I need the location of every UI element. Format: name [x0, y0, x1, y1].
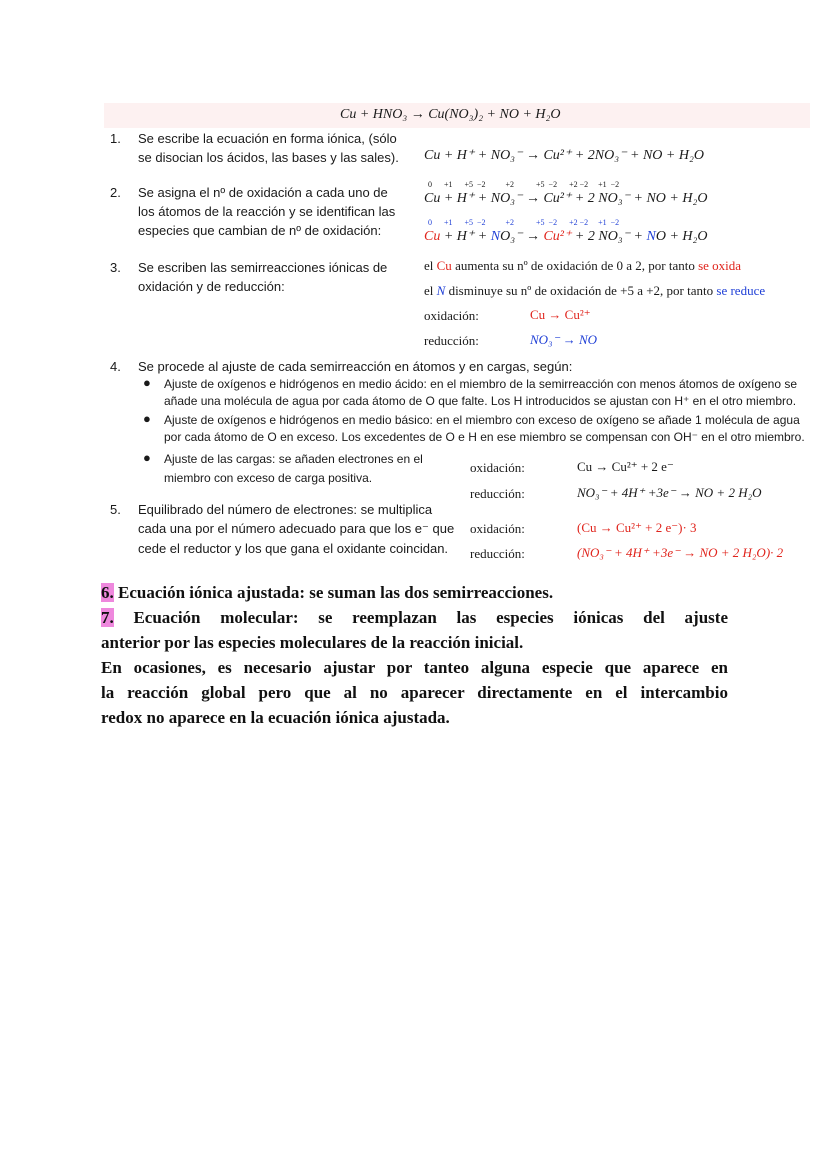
oxidation-equation-row-1: Cu + H⁺ + NO₃⁻ → Cu²⁺ + 2 NO₃⁻ + NO + H₂O: [424, 191, 708, 206]
paragraph-6: [101, 580, 728, 605]
cu-sentence-d: se oxida: [698, 258, 742, 273]
n-sentence-c: disminuye su nº de oxidación de +5 a +2, por tanto: [445, 283, 717, 298]
n-sentence-d: se reduce: [716, 283, 766, 298]
cu-sentence-b: Cu: [436, 258, 452, 273]
paragraph-8-line-3: redox no aparece en la ecuación iónica ajustada.: [101, 708, 450, 727]
step-4-oxidation-label: oxidación:: [470, 460, 525, 475]
paragraph-7-line-1: [101, 605, 728, 630]
cu-highlight: Cu: [424, 229, 441, 244]
step-3-oxidation-label: oxidación:: [424, 308, 479, 323]
step-3-line-1: Se escriben las semirreacciones iónicas de: [138, 260, 388, 275]
step-4-text: Se procede al ajuste de cada semirreacción en átomos y en cargas, según:: [138, 359, 573, 374]
step-4-oxidation-equation: Cu → Cu²⁺ + 2 e⁻: [577, 459, 674, 474]
oxidation-numbers-row-1: 0 +1 +5 −2 +2 +5 −2 +2 −2 +1 −2: [428, 180, 620, 189]
step-5-line-2: cada una por el número adecuado para que los e⁻ que: [138, 521, 455, 536]
step-5-oxidation-label: oxidación:: [470, 521, 525, 536]
step-3-reduction-label: reducción:: [424, 333, 479, 348]
cu-sentence-a: el: [424, 258, 437, 273]
step-4-number: 4.: [110, 359, 121, 374]
cu2-highlight: Cu²⁺: [543, 229, 572, 244]
bullet-icon: ●: [143, 375, 151, 390]
bullet-2-line-2: por cada átomo de O en exceso. Los excedentes de O e H en ese miembro se compensan con OH⁻ en el otro miembro.: [164, 430, 805, 444]
oxidation-equation-row-2: Cu + H⁺ + NO₃⁻ → Cu²⁺ + 2 NO₃⁻ + NO + H₂O: [424, 229, 708, 244]
bullet-icon: ●: [143, 450, 151, 465]
step-2-number: 2.: [110, 185, 121, 200]
step-1-number: 1.: [110, 131, 121, 146]
no-highlight: N: [646, 229, 656, 244]
cu-sentence-c: aumenta su nº de oxidación de 0 a 2, por tanto: [451, 258, 699, 273]
step-3-oxidation-equation: Cu → Cu²⁺: [530, 307, 591, 322]
step-5-reduction-label: reducción:: [470, 546, 525, 561]
bullet-1-line-1: Ajuste de oxígenos e hidrógenos en medio ácido: en el miembro de la semirreacción con menos átomos de oxígeno se: [164, 377, 798, 391]
bullet-3-line-2: miembro con exceso de carga positiva.: [164, 471, 373, 485]
paragraph-7-number: 7.: [101, 608, 114, 627]
cu-oxidized-sentence: [424, 258, 741, 274]
step-2-line-1: Se asigna el nº de oxidación a cada uno de: [138, 185, 388, 200]
step-5-reduction-equation: (NO₃⁻ + 4H⁺ +3e⁻ → NO + 2 H₂O)· 2: [577, 545, 784, 560]
step-5-line-1: Equilibrado del número de electrones: se multiplica: [138, 502, 433, 517]
paragraph-8-line-2: la reacción global pero que al no aparecer directamente en el intercambio: [101, 683, 728, 702]
header-equation: Cu + HNO₃ → Cu(NO₃)₂ + NO + H₂O: [340, 107, 561, 122]
step-3-number: 3.: [110, 260, 121, 275]
step-5-line-3: cede el reductor y los que gana el oxidante coincidan.: [138, 541, 449, 556]
paragraph-6-number: 6.: [101, 583, 114, 602]
step-1-equation: Cu + H⁺ + NO₃⁻ → Cu²⁺ + 2NO₃⁻ + NO + H₂O: [424, 148, 704, 163]
step-3-line-2: oxidación y de reducción:: [138, 279, 285, 294]
step-1-line-1: Se escribe la ecuación en forma iónica, (sólo: [138, 131, 397, 146]
step-2-line-2: los átomos de la reacción y se identifican las: [138, 204, 396, 219]
paragraph-6-text: Ecuación iónica ajustada: se suman las dos semirreacciones.: [113, 583, 554, 602]
step-4-reduction-equation: NO₃⁻ + 4H⁺ +3e⁻ → NO + 2 H₂O: [577, 485, 762, 500]
bullet-icon: ●: [143, 411, 151, 426]
step-2-line-3: especies que cambian de nº de oxidación:: [138, 223, 382, 238]
bullet-3-line-1: Ajuste de las cargas: se añaden electrones en el: [164, 452, 423, 466]
n-sentence-a: el: [424, 283, 437, 298]
n-reduced-sentence: [424, 283, 765, 299]
bullet-2-line-1: Ajuste de oxígenos e hidrógenos en medio básico: en el miembro con exceso de oxígeno se añade 1 molécula de agua: [164, 413, 800, 427]
n-highlight: N: [490, 229, 501, 244]
step-3-reduction-equation: NO₃⁻ → NO: [530, 332, 597, 347]
n-sentence-b: N: [436, 283, 446, 298]
paragraph-7-line-2: anterior por las especies moleculares de la reacción inicial.: [101, 633, 524, 652]
step-5-number: 5.: [110, 502, 121, 517]
paragraph-8-line-1: En ocasiones, es necesario ajustar por tanteo alguna especie que aparece en: [101, 658, 728, 677]
paragraph-7-text: Ecuación molecular: se reemplazan las especies iónicas del ajuste: [113, 608, 728, 627]
oxidation-numbers-row-2: 0 +1 +5 −2 +2 +5 −2 +2 −2 +1 −2: [428, 218, 620, 227]
bullet-1-line-2: añade una molécula de agua por cada átomo de O que falte. Los H introducidos se ajustan con H⁺ en el otro miembro.: [164, 394, 797, 408]
step-5-oxidation-equation: (Cu → Cu²⁺ + 2 e⁻)· 3: [577, 520, 697, 535]
step-4-reduction-label: reducción:: [470, 486, 525, 501]
step-1-line-2: se disocian los ácidos, las bases y las sales).: [138, 150, 399, 165]
